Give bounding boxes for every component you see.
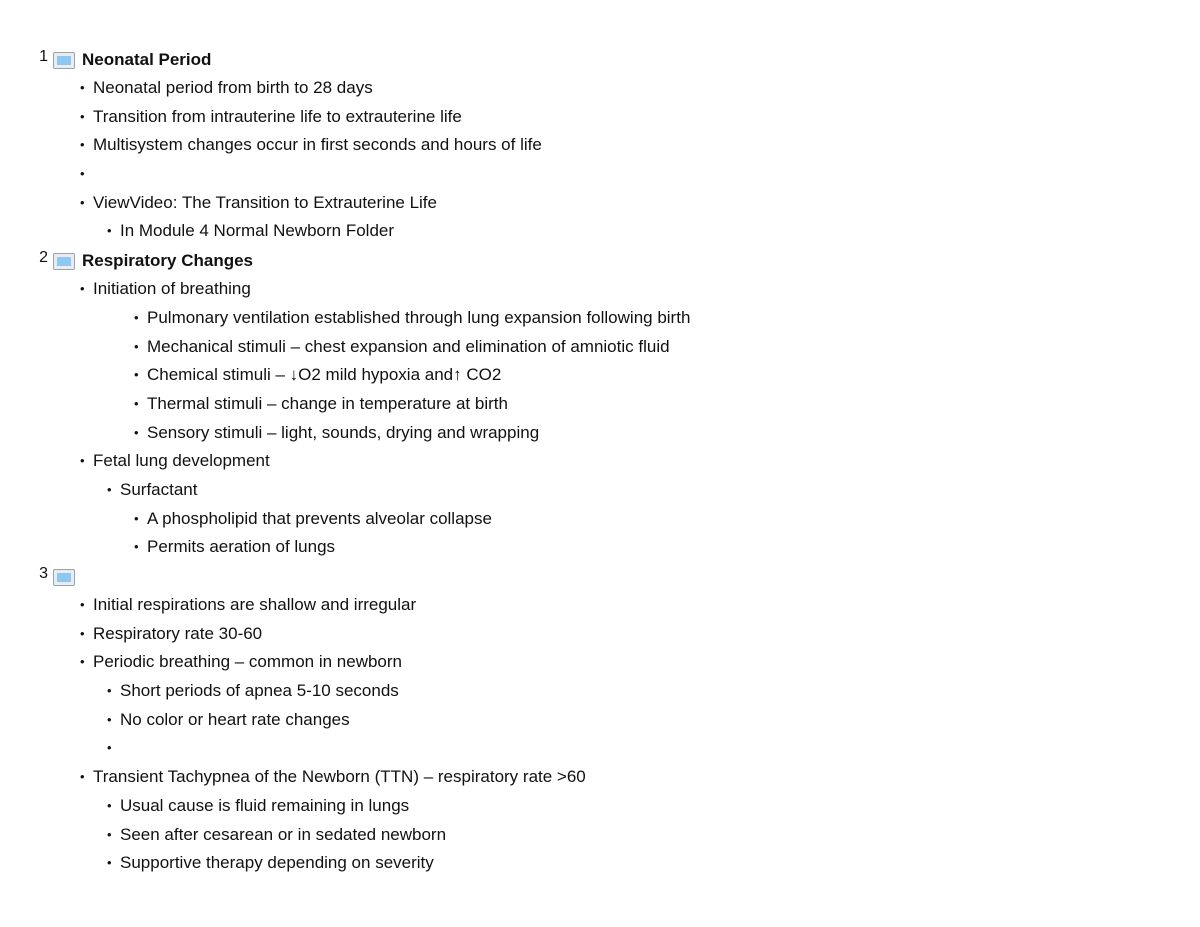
- bullet-text: Sensory stimuli – light, sounds, drying and wrapping: [147, 422, 540, 442]
- bullet-item[interactable]: [0, 821, 1200, 850]
- outline-view: [0, 45, 1200, 878]
- slide-3-row[interactable]: [0, 562, 1200, 591]
- bullet-item[interactable]: [0, 189, 1200, 218]
- bullet-icon: •: [80, 108, 85, 124]
- slide-title[interactable]: Neonatal Period: [82, 50, 212, 69]
- bullet-item[interactable]: [0, 533, 1200, 562]
- bullet-item[interactable]: [0, 677, 1200, 706]
- bullet-icon: •: [134, 510, 139, 526]
- bullet-icon: •: [80, 453, 85, 469]
- slide-thumbnail-icon[interactable]: [53, 52, 75, 69]
- bullet-item[interactable]: [0, 131, 1200, 160]
- bullet-icon: •: [107, 855, 112, 871]
- bullet-item[interactable]: [0, 706, 1200, 735]
- bullet-item[interactable]: [0, 792, 1200, 821]
- bullet-text: A phospholipid that prevents alveolar collapse: [147, 508, 492, 528]
- slide-number: 1: [39, 48, 48, 65]
- bullet-icon: •: [107, 223, 112, 239]
- bullet-icon: •: [80, 654, 85, 670]
- bullet-text: Seen after cesarean or in sedated newborn: [120, 824, 447, 844]
- bullet-item[interactable]: [0, 333, 1200, 362]
- bullet-text: No color or heart rate changes: [120, 709, 350, 729]
- bullet-text: Chemical stimuli – ↓O2 mild hypoxia and↑ CO2: [147, 365, 502, 385]
- bullet-item[interactable]: [0, 476, 1200, 505]
- bullet-item[interactable]: [0, 763, 1200, 792]
- bullet-icon: •: [134, 539, 139, 555]
- bullet-text: Short periods of apnea 5-10 seconds: [120, 681, 399, 701]
- bullet-text: Neonatal period from birth to 28 days: [93, 78, 373, 97]
- bullet-icon: •: [80, 597, 85, 612]
- bullet-item[interactable]: [0, 849, 1200, 878]
- bullet-text: Periodic breathing – common in newborn: [93, 652, 403, 672]
- bullet-icon: •: [80, 166, 85, 182]
- slide-number: 2: [39, 249, 48, 267]
- bullet-text: Multisystem changes occur in first seconds and hours of life: [93, 135, 542, 155]
- bullet-icon: •: [80, 281, 85, 297]
- bullet-icon: •: [80, 625, 85, 641]
- bullet-icon: •: [134, 309, 139, 325]
- bullet-item[interactable]: [0, 648, 1200, 677]
- bullet-icon: •: [80, 80, 85, 95]
- bullet-text: Permits aeration of lungs: [147, 537, 336, 557]
- bullet-icon: •: [80, 769, 85, 785]
- bullet-item[interactable]: [0, 734, 1200, 763]
- bullet-text: Initial respirations are shallow and irregular: [93, 595, 417, 614]
- bullet-text: Transient Tachypnea of the Newborn (TTN) – respiratory rate >60: [93, 767, 586, 787]
- slide-thumbnail-icon[interactable]: [53, 569, 75, 586]
- bullet-item[interactable]: [0, 361, 1200, 390]
- bullet-icon: •: [80, 137, 85, 153]
- slide-thumbnail-icon[interactable]: [53, 253, 75, 270]
- bullet-icon: •: [134, 395, 139, 411]
- bullet-item[interactable]: [0, 419, 1200, 448]
- bullet-text: Surfactant: [120, 479, 198, 499]
- bullet-text: Mechanical stimuli – chest expansion and elimination of amniotic fluid: [147, 336, 670, 356]
- bullet-icon: •: [107, 740, 112, 756]
- bullet-icon: •: [134, 367, 139, 383]
- slide-title[interactable]: Respiratory Changes: [82, 251, 253, 271]
- bullet-item[interactable]: [0, 390, 1200, 419]
- bullet-icon: •: [107, 826, 112, 842]
- bullet-icon: •: [107, 481, 112, 497]
- bullet-icon: •: [134, 338, 139, 354]
- bullet-text: Initiation of breathing: [93, 279, 251, 299]
- bullet-item[interactable]: [0, 447, 1200, 476]
- bullet-text: Fetal lung development: [93, 451, 270, 471]
- bullet-item[interactable]: [0, 505, 1200, 534]
- slide-number: 3: [39, 565, 48, 582]
- bullet-text: Respiratory rate 30-60: [93, 623, 263, 643]
- bullet-item[interactable]: [0, 275, 1200, 304]
- bullet-item[interactable]: [0, 591, 1200, 620]
- slide-1-row[interactable]: [0, 45, 1200, 74]
- bullet-icon: •: [107, 711, 112, 727]
- bullet-icon: •: [80, 194, 85, 210]
- bullet-text: Supportive therapy depending on severity: [120, 853, 434, 873]
- bullet-item[interactable]: [0, 217, 1200, 246]
- bullet-item[interactable]: [0, 304, 1200, 333]
- bullet-text: Thermal stimuli – change in temperature at birth: [147, 393, 508, 413]
- bullet-item[interactable]: [0, 103, 1200, 132]
- bullet-item[interactable]: [0, 620, 1200, 649]
- bullet-text: Usual cause is fluid remaining in lungs: [120, 795, 410, 815]
- bullet-item[interactable]: [0, 74, 1200, 103]
- bullet-text: In Module 4 Normal Newborn Folder: [120, 221, 395, 241]
- bullet-text: ViewVideo: The Transition to Extrauterine Life: [93, 192, 437, 212]
- bullet-item[interactable]: [0, 160, 1200, 189]
- bullet-text: Pulmonary ventilation established through lung expansion following birth: [147, 307, 691, 327]
- bullet-text: Transition from intrauterine life to extrauterine life: [93, 106, 462, 126]
- bullet-icon: •: [134, 424, 139, 440]
- slide-2-row[interactable]: [0, 246, 1200, 275]
- bullet-icon: •: [107, 797, 112, 813]
- bullet-icon: •: [107, 683, 112, 699]
